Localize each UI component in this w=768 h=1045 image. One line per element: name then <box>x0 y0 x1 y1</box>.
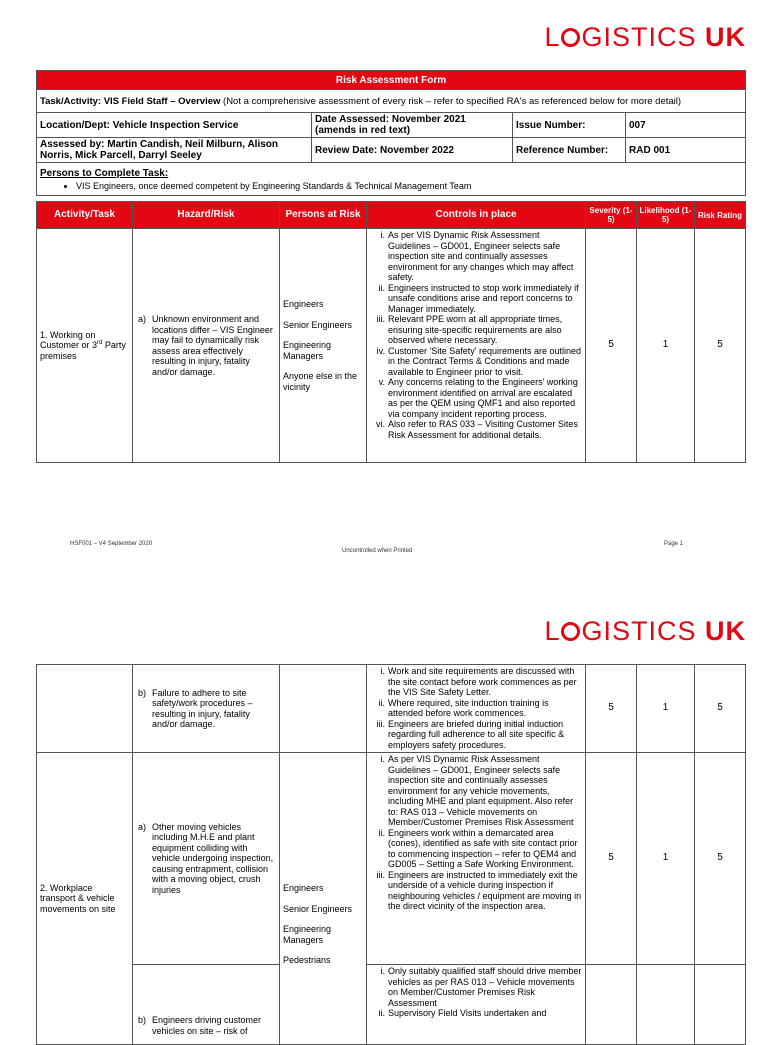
risk-table-page-2 <box>36 664 746 1045</box>
logo-text-uk: UK <box>705 616 746 646</box>
col-hazard: Hazard/Risk <box>133 202 280 229</box>
hazard-text: Unknown environment and locations differ – VIS Engineer may fail to dynamically risk assess area effectively resulting in injury, fatality and/or damage. <box>152 314 273 377</box>
col-likelihood: Likelihood (1-5) <box>637 202 695 229</box>
reference-number-value: RAD 001 <box>626 138 746 163</box>
person-item: Engineering Managers <box>283 340 332 361</box>
persons-item: • VIS Engineers, once deemed competent by Engineering Standards & Technical Management Team <box>76 181 742 191</box>
control-item: i. Only suitably qualified staff should drive member vehicles as per RAS 013 – Vehicle movements on Member/Customer Premises Risk Assessment <box>380 966 582 1008</box>
person-item: Engineers <box>283 883 324 893</box>
controls-cell <box>367 753 586 965</box>
activity-text: 1. Working on Customer or 3 <box>40 329 98 351</box>
person-item: Pedestrians <box>283 955 331 965</box>
form-header-table <box>36 70 746 196</box>
logo-text-uk: UK <box>705 22 746 52</box>
hazard-cell <box>133 665 280 753</box>
control-item: i. Work and site requirements are discussed with the site contact before work commences as per the VIS Site Safety Letter. <box>380 666 577 697</box>
activity-cell: 2. Workplace transport & vehicle movements on site <box>37 753 133 1045</box>
hazard-text: Failure to adhere to site safety/work procedures – resulting in injury, fatality and/or damage. <box>152 687 253 729</box>
control-item: ii. Engineers work within a demarcated area (cones), identified as safe with site contact prior to commencing inspection – refer to QEM4 and GD005 – Setting a Safe Working Environment. <box>378 827 578 869</box>
col-activity: Activity/Task <box>37 202 133 229</box>
person-item: Engineering Managers <box>283 924 332 945</box>
persons-cell <box>280 753 367 1045</box>
task-row <box>37 90 746 113</box>
rating-cell-empty <box>695 965 746 1045</box>
task-note: (Not a comprehensive assessment of every risk – refer to specified RA's as referenced below for more detail) <box>223 95 682 107</box>
persons-to-complete <box>37 163 746 196</box>
col-persons: Persons at Risk <box>280 202 367 229</box>
hazard-letter: b) <box>138 1015 147 1025</box>
control-item: vi. Also refer to RAS 033 – Visiting Customer Sites Risk Assessment for additional details. <box>376 419 578 440</box>
severity-value: 5 <box>586 753 637 965</box>
likelihood-value: 1 <box>637 665 695 753</box>
date-assessed-field <box>312 113 513 138</box>
hazard-cell <box>133 229 280 463</box>
person-item: Senior Engineers <box>283 903 353 914</box>
severity-value: 5 <box>586 665 637 753</box>
person-item: Anyone else in the vicinity <box>283 371 358 392</box>
hazard-text: Engineers driving customer vehicles on site – risk of <box>152 1015 262 1036</box>
hazard-letter: b) <box>138 687 147 698</box>
issue-number-value: 007 <box>626 113 746 138</box>
form-title: Risk Assessment Form <box>37 71 746 90</box>
person-item: Engineers <box>283 299 324 309</box>
logo-o-ring-icon <box>561 28 580 47</box>
issue-number-label: Issue Number: <box>513 113 626 138</box>
likelihood-cell-empty <box>637 965 695 1045</box>
persons-cell <box>280 229 367 463</box>
col-controls: Controls in place <box>367 202 586 229</box>
control-item: iii. Relevant PPE worn at all appropriate times, ensuring site-specific requirements are also observed where necessary. <box>376 314 563 345</box>
col-severity: Severity (1-5) <box>586 202 637 229</box>
control-item: ii. Engineers instructed to stop work immediately if unsafe conditions arise and report concerns to Manager immediately. <box>378 282 579 314</box>
logo-text-gistics: GISTICS <box>581 22 697 52</box>
controls-cell <box>367 229 586 463</box>
footer-doc-ref: HSF001 – V4 September 2020 <box>70 541 153 547</box>
footer-uncontrolled: Uncontrolled when Printed <box>342 548 413 554</box>
reference-number-label: Reference Number: <box>513 138 626 163</box>
document-page-2 <box>0 596 768 1036</box>
logo-text-l: L <box>544 616 561 646</box>
likelihood-value: 1 <box>637 229 695 463</box>
date-assessed: Date Assessed: November 2021 <box>315 114 466 125</box>
activity-cell-empty <box>37 665 133 753</box>
amends-note: (amends in red text) <box>315 125 411 136</box>
severity-cell-empty <box>586 965 637 1045</box>
logo-text-gistics: GISTICS <box>581 616 697 646</box>
location-field: Location/Dept: Vehicle Inspection Service <box>37 113 312 138</box>
page-gap <box>0 560 768 596</box>
risk-rating-value: 5 <box>695 229 746 463</box>
hazard-letter: a) <box>138 314 147 324</box>
hazard-letter: a) <box>138 821 147 832</box>
activity-cell <box>37 229 133 463</box>
persons-cell-empty <box>280 665 367 753</box>
risk-table-page-1 <box>36 201 746 463</box>
person-item: Senior Engineers <box>283 319 353 330</box>
assessed-by-field: Assessed by: Martin Candish, Neil Milburn, Alison Norris, Mick Parcell, Darryl Seeley <box>37 138 312 163</box>
control-item: iii. Engineers are briefed during initial induction regarding full adherence to all site specific & employers safety procedures. <box>376 718 565 750</box>
risk-rating-value: 5 <box>695 753 746 965</box>
activity-sup: rd <box>97 340 103 347</box>
severity-value: 5 <box>586 229 637 463</box>
logistics-uk-logo <box>544 24 746 51</box>
hazard-cell <box>133 753 280 965</box>
control-item: ii. Where required, site induction training is attended before work commences. <box>378 697 549 718</box>
task-label: Task/Activity: VIS Field Staff – Overview <box>40 95 221 107</box>
control-item: ii. Supervisory Field Visits undertaken and <box>378 1008 547 1018</box>
hazard-text: Other moving vehicles including M.H.E and plant equipment colliding with vehicle undergoing inspection, causing entrapment, collision with a moving object, crush injuries <box>152 821 274 895</box>
persons-heading: Persons to Complete Task: <box>40 167 169 179</box>
control-item: iii. Engineers are instructed to immediately exit the underside of a vehicle during inspection if neighbouring vehicles / equipment are moving in the direct vicinity of the inspection area. <box>376 869 582 911</box>
risk-rating-value: 5 <box>695 665 746 753</box>
control-item: i. As per VIS Dynamic Risk Assessment Guidelines – GD001, Engineer selects safe inspection site and continually assesses environment for any vehicle movements, including MHE and plant equipment. Also refer to: RAS 013 – Vehicle movements on Member/Customer Premises Risk Assessment <box>380 754 574 827</box>
footer-page-number: Page 1 <box>664 541 684 547</box>
hazard-cell <box>133 965 280 1045</box>
controls-cell <box>367 965 586 1045</box>
likelihood-value: 1 <box>637 753 695 965</box>
logo-o-ring-icon <box>561 622 580 641</box>
col-rating: Risk Rating <box>695 202 746 229</box>
logistics-uk-logo <box>544 618 746 645</box>
controls-cell <box>367 665 586 753</box>
control-item: iv. Customer 'Site Safety' requirements are outlined in the Contract Terms & Conditions and made available to Engineer prior to visit. <box>376 345 582 377</box>
control-item: i. As per VIS Dynamic Risk Assessment Guidelines – GD001, Engineer selects safe inspection site and continually assesses environment for any changes which may affect safety. <box>380 230 574 282</box>
logo-text-l: L <box>544 22 561 52</box>
activity-text-end: Party premises <box>40 340 126 361</box>
control-item: v. Any concerns relating to the Engineers' working environment identified on arrival are escalated as per the QEM using QMF1 and also reported via company incident reporting process. <box>378 377 578 419</box>
review-date-field: Review Date: November 2022 <box>312 138 513 163</box>
